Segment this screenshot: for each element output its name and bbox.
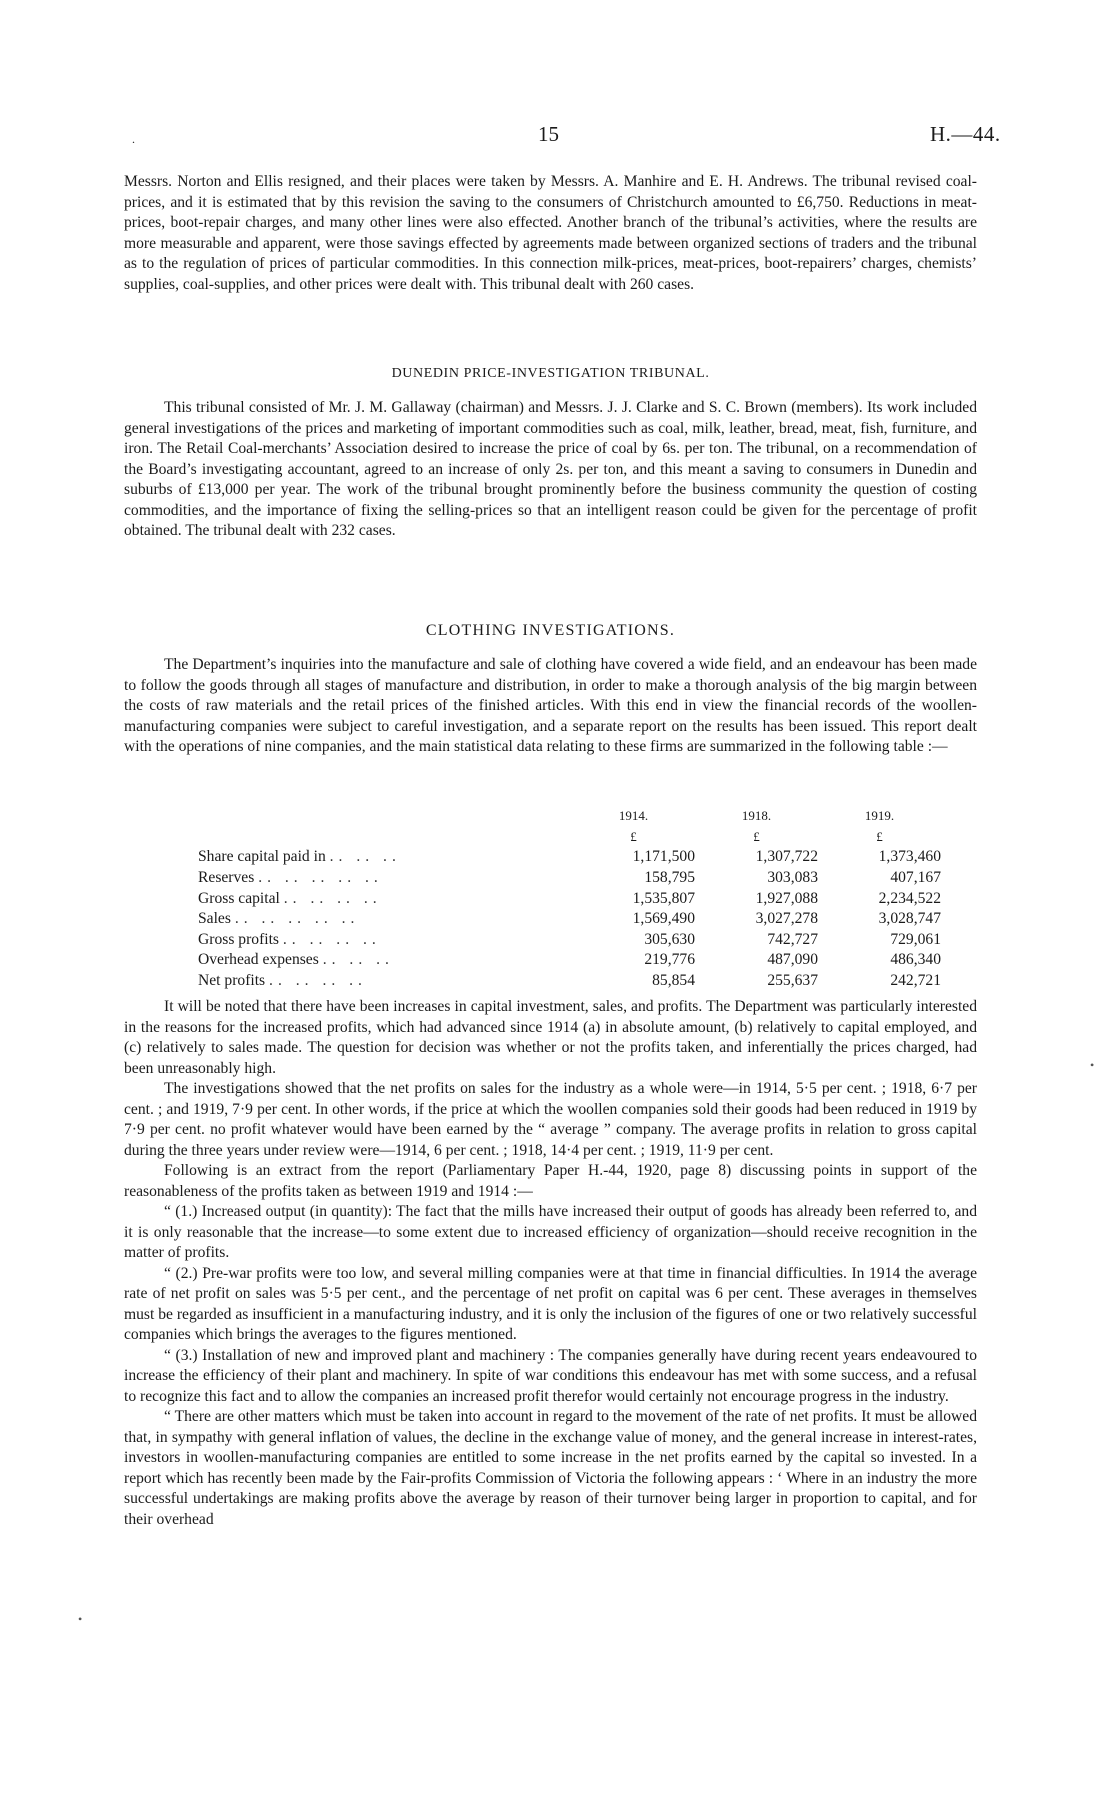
table-cell: 255,637 <box>767 972 818 990</box>
table-currency-row <box>198 827 941 848</box>
table-cell: 742,727 <box>767 930 818 948</box>
clothing-heading: CLOTHING INVESTIGATIONS. <box>425 622 676 639</box>
dot-leader: .. .. .. <box>322 951 394 969</box>
table-row <box>198 909 941 930</box>
row-label: Overhead expenses <box>198 951 319 969</box>
header-dot: . <box>132 132 135 146</box>
table-cell: 1,535,807 <box>632 889 695 907</box>
table-cell: 85,854 <box>652 972 695 990</box>
clothing-paragraph-8: “ There are other matters which must be taken into account in regard to the movement of the rate of net profits. It must be allowed that, in sympathy with general inflation of values, the decline in the exchange value of money, and the general increase in interest-rates, investors in woollen-manufacturing companies are entitled to some increase in the net profits earned by the capital so invested. In a report which has recently been made by the Fair-profits Commission of Victoria the following appears : ‘ Where in an industry the more successful undertakings are making profits above the average by reason of their turnover being larger in proportion to capital, and for their overhead <box>124 1408 977 1528</box>
dot-leader: .. .. .. .. <box>283 889 382 907</box>
currency-header: £ <box>876 828 883 844</box>
row-label-cell <box>198 909 572 930</box>
dot-leader: .. .. .. <box>329 848 401 866</box>
dot-leader: .. .. .. .. .. <box>234 910 360 928</box>
clothing-paragraph-1: The Department’s inquiries into the manufacture and sale of clothing have covered a wide field, and an endeavour has been made to follow the goods through all stages of manufacture and distribution, in order to make a thorough analysis of the big margin between the costs of raw materials and the retail prices of the finished articles. With this end in view the financial records of the woollen-manufacturing companies were subject to careful investigation, and a separate report on the results has been issued. This report dealt with the operations of nine companies, and the main statistical data relating to these firms are summarized in the following table :— <box>124 656 977 755</box>
year-header: 1918. <box>741 808 772 824</box>
page-number: 15 <box>538 122 559 146</box>
table-cell: 2,234,522 <box>878 889 941 907</box>
row-label-cell <box>198 888 572 909</box>
table-cell: 407,167 <box>890 869 941 887</box>
row-label: Gross profits <box>198 930 279 948</box>
dunedin-heading: DUNEDIN PRICE-INVESTIGATION TRIBUNAL. <box>391 366 710 381</box>
clothing-paragraph-5: “ (1.) Increased output (in quantity): The fact that the mills have increased their output of goods has already been referred to, and it is only reasonable that the increase—to some extent due to increased efficiency of organization—should receive recognition in the matter of profits. <box>124 1203 977 1261</box>
document-reference: H.—44. <box>930 122 1001 146</box>
scan-speck: • <box>78 1612 83 1626</box>
woollen-companies-table <box>198 806 941 991</box>
currency-header: £ <box>753 828 760 844</box>
scan-speck: • <box>1090 1058 1095 1072</box>
dunedin-section <box>124 398 977 542</box>
clothing-intro-section <box>124 655 977 758</box>
row-label: Net profits <box>198 972 266 990</box>
year-header: 1919. <box>864 808 895 824</box>
table-cell: 486,340 <box>890 951 941 969</box>
dot-leader: .. .. .. .. .. <box>258 869 383 887</box>
table-cell: 1,307,722 <box>755 848 818 866</box>
currency-header: £ <box>630 828 637 844</box>
row-label-cell <box>198 847 572 868</box>
table-corner <box>198 827 572 848</box>
clothing-paragraph-3: The investigations showed that the net profits on sales for the industry as a whole were—in 1914, 5·5 per cent. ; 1918, 6·7 per cent. ; and 1919, 7·9 per cent. In other words, if the price at which the woollen companies sold their goods had been reduced in 1919 by 7·9 per cent. no profit whatever would have been earned by the “ average ” company. The average profits in relation to gross capital during the three years under review were—1914, 6 per cent. ; 1918, 14·4 per cent. ; 1919, 11·9 per cent. <box>124 1080 977 1159</box>
row-label: Share capital paid in <box>198 848 326 866</box>
table-cell: 3,027,278 <box>755 910 818 928</box>
dunedin-paragraph: This tribunal consisted of Mr. J. M. Gallaway (chairman) and Messrs. J. J. Clarke and S. C. Brown (members). Its work included general investigations of the prices and marketing of important commodities such as coal, milk, leather, bread, meat, fish, furniture, and iron. The Retail Coal-merchants’ Association desired to increase the price of coal by 6s. per ton. The tribunal, on a recommendation of the Board’s investigating accountant, agreed to an increase of only 2s. per ton, and this meant a saving to consumers in Dunedin and suburbs of £13,000 per year. The work of the tribunal brought prominently before the business community the question of costing commodities, and the importance of fixing the selling-prices so that an intelligent reason could be given for the percentage of profit obtained. The tribunal dealt with 232 cases. <box>124 399 977 539</box>
clothing-paragraph-6: “ (2.) Pre-war profits were too low, and several milling companies were at that time in financial difficulties. In 1914 the average rate of net profit on sales was 5·5 per cent., and the percentage of net profit on capital was 6 per cent. These averages in themselves must be regarded as insufficient in a manufacturing industry, and it is only the inclusion of the figures of one or two relatively successful companies which brings the averages to the figures mentioned. <box>124 1264 977 1343</box>
table-row <box>198 847 941 868</box>
clothing-paragraph-7: “ (3.) Installation of new and improved plant and machinery : The companies generally have during recent years endeavoured to increase the efficiency of their plant and machinery. In spite of war conditions this endeavour has met with some success, and a refusal to recognize this fact and to allow the companies an increased profit therefor would certainly not encourage progress in the industry. <box>124 1346 977 1405</box>
table-cell: 303,083 <box>767 869 818 887</box>
table-row <box>198 950 941 971</box>
table-cell: 3,028,747 <box>878 910 941 928</box>
row-label-cell <box>198 930 572 951</box>
year-header: 1914. <box>618 808 649 824</box>
row-label-cell <box>198 971 572 992</box>
table-row <box>198 868 941 889</box>
table-corner <box>198 806 572 827</box>
clothing-paragraph-4: Following is an extract from the report (Parliamentary Paper H.-44, 1920, page 8) discussing points in support of the reasonableness of the profits taken as between 1919 and 1914 :— <box>124 1162 977 1200</box>
page-header <box>0 122 1114 152</box>
clothing-paragraph-2: It will be noted that there have been increases in capital investment, sales, and profits. The Department was particularly interested in the reasons for the increased profits, which had advanced since 1914 (a) in absolute amount, (b) relatively to capital employed, and (c) relatively to sales made. The question for decision was whether or not the profits taken, and inferentially the prices charged, had been unreasonably high. <box>124 998 977 1077</box>
table-row <box>198 971 941 992</box>
row-label-cell <box>198 950 572 971</box>
table-year-row <box>198 806 941 827</box>
table-row <box>198 930 941 951</box>
table-cell: 1,373,460 <box>878 848 941 866</box>
dot-leader: .. .. .. .. <box>282 930 381 948</box>
table-cell: 729,061 <box>890 930 941 948</box>
table-cell: 158,795 <box>644 869 695 887</box>
table-row <box>198 888 941 909</box>
table-cell: 242,721 <box>890 972 941 990</box>
table-cell: 305,630 <box>644 930 695 948</box>
row-label: Sales <box>198 910 231 928</box>
row-label: Gross capital <box>198 889 280 907</box>
table-cell: 487,090 <box>767 951 818 969</box>
row-label: Reserves <box>198 869 255 887</box>
dot-leader: .. .. .. .. <box>269 972 367 990</box>
intro-paragraph: Messrs. Norton and Ellis resigned, and their places were taken by Messrs. A. Manhire and E. H. Andrews. The tribunal revised coal-prices, and it is estimated that by this revision the saving to the consumers of Christchurch amounted to £6,750. Reductions in meat-prices, boot-repair charges, and many other lines were also effected. Another branch of the tribunal’s activities, where the results are more measurable and apparent, were those savings effected by agreements made between organized sections of traders and the tribunal as to the regulation of prices of particular commodities. In this connection milk-prices, meat-prices, boot-repairers’ charges, chemists’ supplies, coal-supplies, and other prices were dealt with. This tribunal dealt with 260 cases. <box>124 173 977 293</box>
table-cell: 1,569,490 <box>632 910 695 928</box>
table-cell: 219,776 <box>644 951 695 969</box>
clothing-body-section <box>124 997 977 1530</box>
table-cell: 1,171,500 <box>632 848 695 866</box>
intro-paragraph-block <box>124 172 977 295</box>
row-label-cell <box>198 868 572 889</box>
table-cell: 1,927,088 <box>755 889 818 907</box>
